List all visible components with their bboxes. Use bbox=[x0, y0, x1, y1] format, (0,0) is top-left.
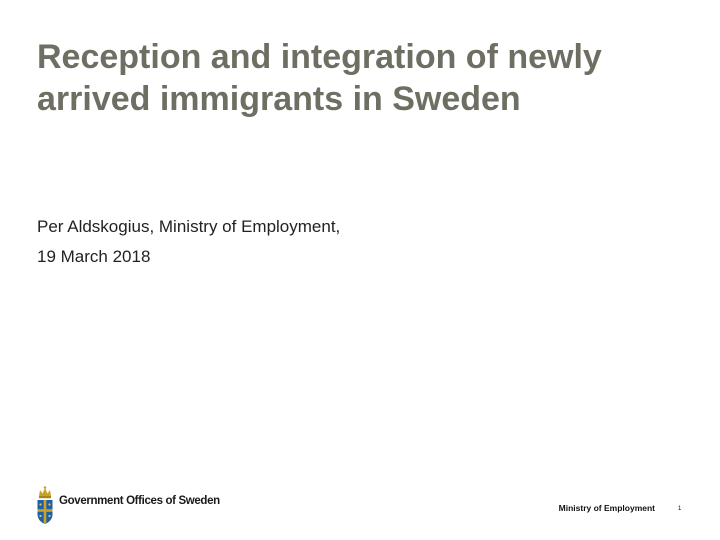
page-number: 1 bbox=[678, 506, 682, 512]
swedish-coat-of-arms-icon bbox=[35, 484, 55, 526]
organization-name: Government Offices of Sweden bbox=[59, 495, 220, 507]
presentation-date: 19 March 2018 bbox=[37, 247, 151, 266]
presenter-info bbox=[37, 212, 677, 272]
presenter-name: Per Aldskogius, Ministry of Employment, bbox=[37, 217, 341, 236]
government-logo bbox=[35, 484, 220, 526]
footer-ministry-name: Ministry of Employment bbox=[558, 503, 655, 513]
slide-title: Reception and integration of newly arrived immigrants in Sweden bbox=[37, 38, 602, 118]
